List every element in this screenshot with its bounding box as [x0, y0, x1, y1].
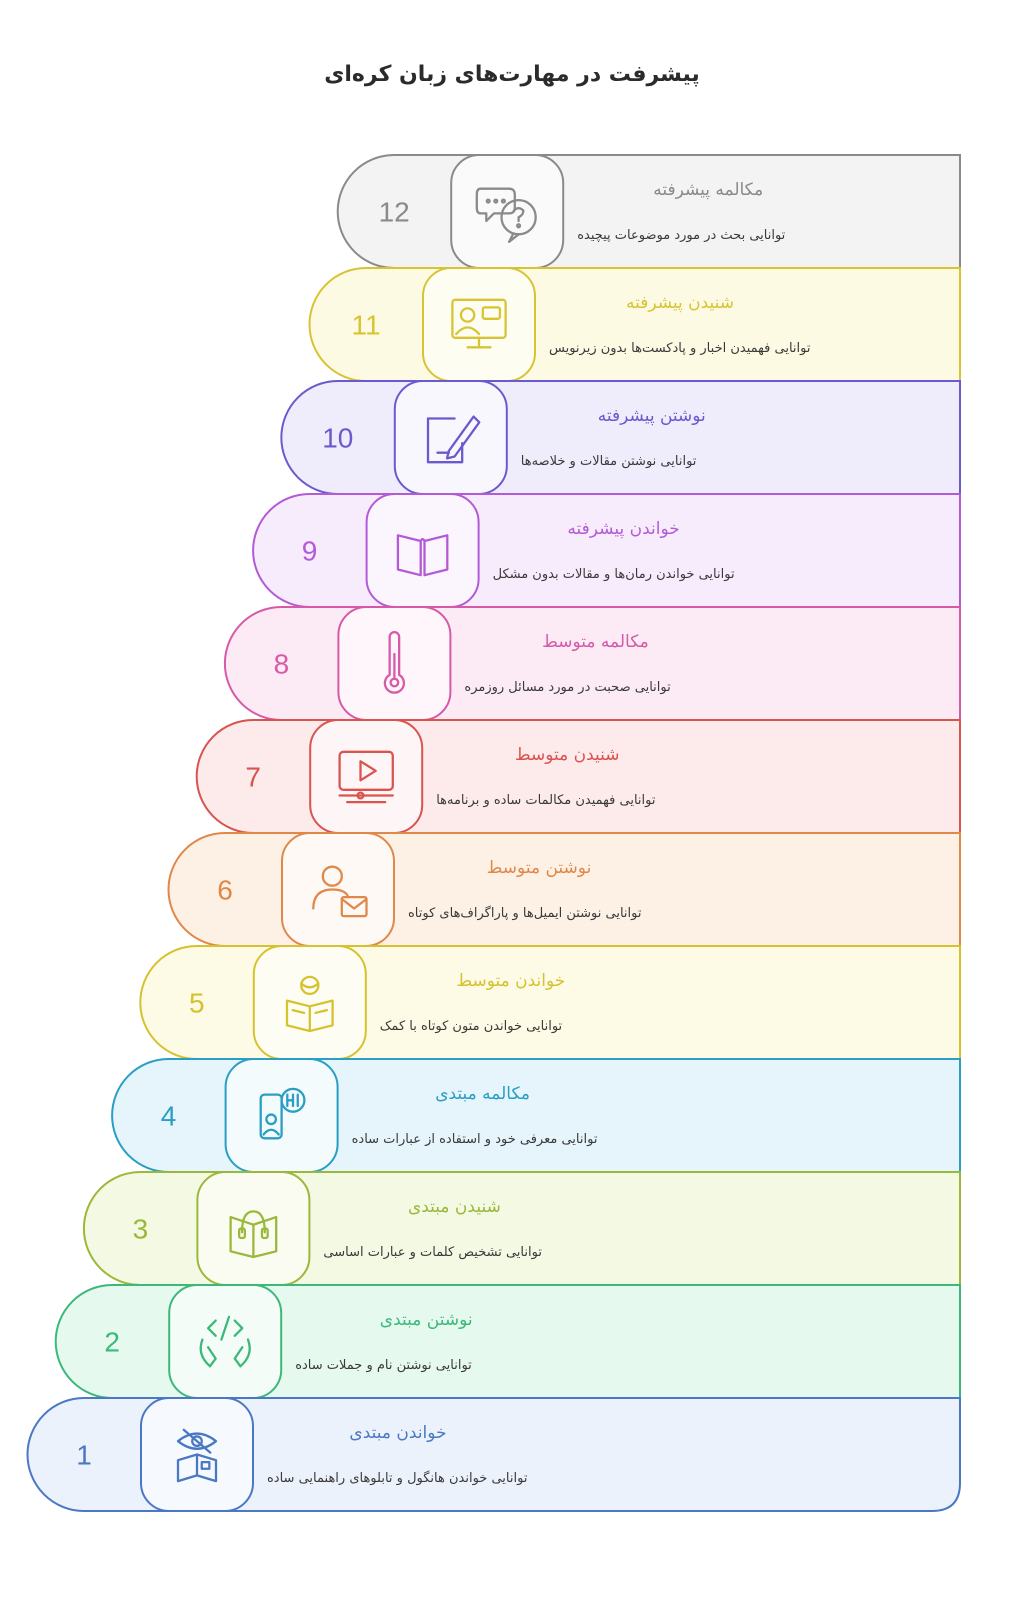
step-10 — [281, 381, 960, 494]
icon-capsule — [451, 155, 563, 268]
step-title: شنیدن مبتدی — [407, 1197, 501, 1217]
step-description: توانایی نوشتن مقالات و خلاصه‌ها — [520, 454, 697, 469]
step-12 — [338, 155, 960, 268]
step-band — [253, 494, 960, 607]
step-description: توانایی بحث در مورد موضوعات پیچیده — [577, 228, 786, 243]
step-title: شنیدن متوسط — [514, 745, 620, 765]
step-number: 1 — [76, 1439, 92, 1471]
step-number: 5 — [189, 987, 205, 1019]
step-number: 8 — [273, 648, 290, 680]
step-description: توانایی معرفی خود و استفاده از عبارات ساده — [351, 1132, 598, 1147]
step-title: نوشتن پیشرفته — [597, 406, 706, 426]
step-title: نوشتن مبتدی — [379, 1310, 473, 1330]
step-number: 12 — [378, 196, 410, 228]
step-6 — [169, 833, 961, 946]
step-number: 9 — [301, 535, 318, 567]
icon-capsule — [423, 268, 535, 381]
step-8 — [225, 607, 960, 720]
step-number: 6 — [217, 874, 233, 906]
step-description: توانایی خواندن رمان‌ها و مقالات بدون مشکل — [492, 567, 735, 582]
step-description: توانایی تشخیص کلمات و عبارات اساسی — [323, 1245, 542, 1260]
step-number: 2 — [104, 1326, 120, 1358]
step-9 — [253, 494, 960, 607]
step-band — [225, 607, 960, 720]
step-number: 11 — [351, 309, 381, 341]
step-1 — [28, 1398, 961, 1511]
step-number: 4 — [160, 1100, 177, 1132]
icon-capsule — [395, 381, 507, 494]
step-title: شنیدن پیشرفته — [625, 293, 735, 313]
step-title: خواندن مبتدی — [349, 1423, 447, 1443]
step-7 — [197, 720, 960, 833]
step-title: خواندن متوسط — [456, 971, 566, 991]
step-band — [281, 381, 960, 494]
step-description: توانایی فهمیدن مکالمات ساده و برنامه‌ها — [436, 793, 656, 808]
step-title: مکالمه پیشرفته — [653, 180, 764, 200]
icon-capsule — [254, 946, 366, 1059]
step-5 — [140, 946, 960, 1059]
step-title: خواندن پیشرفته — [567, 519, 680, 539]
step-band — [310, 268, 961, 381]
step-11 — [310, 268, 961, 381]
step-4 — [112, 1059, 960, 1172]
step-3 — [84, 1172, 960, 1285]
step-description: توانایی نوشتن نام و جملات ساده — [295, 1358, 472, 1373]
step-2 — [56, 1285, 960, 1398]
step-number: 7 — [245, 761, 261, 793]
step-description: توانایی صحبت در مورد مسائل روزمره — [464, 680, 671, 695]
step-number: 10 — [322, 422, 354, 454]
icon-capsule — [169, 1285, 281, 1398]
step-title: مکالمه متوسط — [542, 632, 649, 652]
icon-capsule — [367, 494, 479, 607]
step-number: 3 — [132, 1213, 149, 1245]
step-description: توانایی خواندن متون کوتاه با کمک — [379, 1019, 563, 1034]
step-description: توانایی خواندن هانگول و تابلوهای راهنمایی ساده — [267, 1471, 528, 1486]
step-description: توانایی فهمیدن اخبار و پادکست‌ها بدون زیرنویس — [549, 341, 811, 356]
step-title: مکالمه مبتدی — [435, 1084, 530, 1104]
step-title: نوشتن متوسط — [486, 858, 592, 878]
step-band — [338, 155, 960, 268]
step-description: توانایی نوشتن ایمیل‌ها و پاراگراف‌های کوتاه — [408, 906, 642, 921]
page-title: پیشرفت در مهارت‌های زبان کره‌ای — [324, 62, 700, 87]
